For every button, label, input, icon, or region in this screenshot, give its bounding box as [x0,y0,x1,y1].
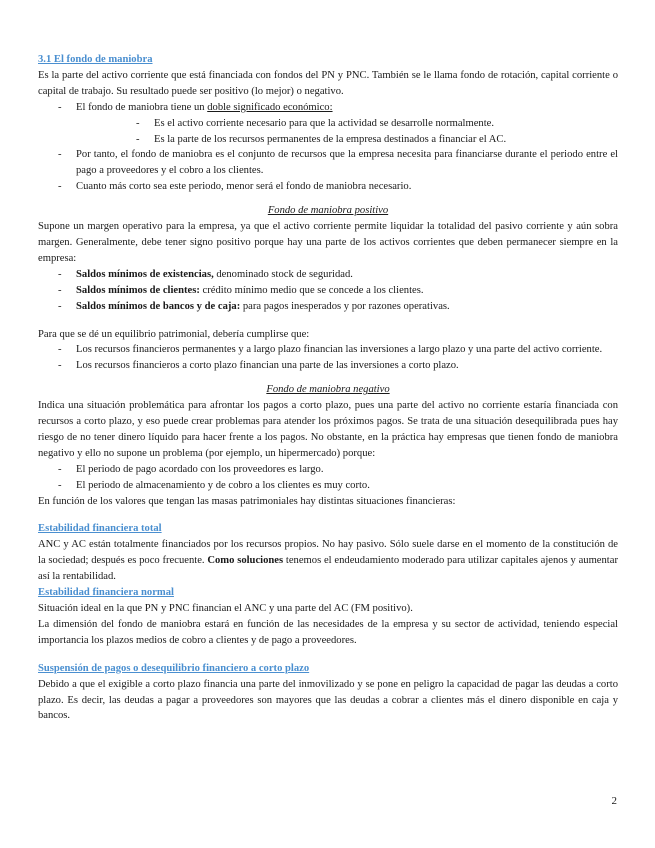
list-item: - Por tanto, el fondo de maniobra es el conjunto de recursos que la empresa necesita para financiarse durante el periodo entre el pago a proveedores y el cobro a los clientes. [38,147,618,179]
document-page [38,52,618,724]
list-item: - Los recursos financieros permanentes y a largo plazo financian las inversiones a largo plazo y una parte del activo corriente. [38,342,618,358]
equilibrio-list [38,342,618,374]
underlined-text: doble significado económico: [207,101,333,113]
heading-total: Estabilidad financiera total [38,523,162,535]
subheading-positivo: Fondo de maniobra positivo [267,205,389,217]
suspension-text: Debido a que el exigible a corto plazo financia una parte del inmovilizado y se pone en peligro la capacidad de pagar las deudas a corto plazo. Es decir, las deudas a pagar a proveedores son mayores que las deudas a cobrar a clientes más el dinero disponible en caja y bancos. [38,678,618,722]
negativo-list [38,462,618,494]
list-item [38,267,618,283]
sub-list [76,116,618,148]
list-item [38,299,618,315]
bold-term: Saldos mínimos de clientes: [76,284,200,296]
list-item: - El periodo de almacenamiento y de cobro a los clientes es muy corto. [38,478,618,494]
saldos-list [38,267,618,315]
section-title: 3.1 El fondo de maniobra [38,54,153,65]
list-item [38,100,618,148]
list-item-text: El fondo de maniobra tiene un [76,101,208,113]
list-item-text: denominado stock de seguridad. [213,268,353,280]
section-intro: Es la parte del activo corriente que está financiada con fondos del PN y PNC. También se le llama fondo de rotación, capital corriente o capital de trabajo. Su resultado puede ser positivo (lo mejor) o negativo. [38,69,618,97]
equilibrio-intro: Para que se dé un equilibrio patrimonial, debería cumplirse que: [38,328,310,340]
page-number: 2 [611,795,617,807]
subheading-negativo: Fondo de maniobra negativo [266,384,390,396]
negativo-intro: Indica una situación problemática para afrontar los pagos a corto plazo, pues una parte del activo no corriente estaría financiada con recursos a corto plazo, y eso puede crear problemas para atender los próximos pagos. Se trata de una situación desequilibrada pues hay riesgo de no tener dinero líquido para hacer frente a los pagos. No obstante, en la práctica hay empresas que tienen fondo de maniobra negativo y ello no supone un problema (por ejemplo, un hipermercado) porque: [38,400,618,459]
list-item: - El periodo de pago acordado con los proveedores es largo. [38,462,618,478]
normal-text-2: La dimensión del fondo de maniobra estará en función de las necesidades de la empresa y su sector de actividad, teniendo especial importancia los plazos medios de cobro a clientes y de pago a proveedores. [38,618,618,646]
list-item-text: para pagos inesperados y por razones operativas. [240,300,450,312]
bold-term: Saldos mínimos de existencias, [76,268,214,280]
list-item-text: crédito mínimo medio que se concede a los clientes. [199,284,424,296]
total-text [38,537,618,585]
negativo-closing: En función de los valores que tengan las masas patrimoniales hay distintas situaciones financieras: [38,495,456,507]
heading-normal: Estabilidad financiera normal [38,587,174,599]
fm-definition-list [38,100,618,195]
list-item: - Cuanto más corto sea este periodo, menor será el fondo de maniobra necesario. [38,179,618,195]
list-item [38,283,618,299]
normal-text-1: Situación ideal en la que PN y PNC financian el ANC y una parte del AC (FM positivo). [38,603,413,614]
paragraph-text: ANC y AC están totalmente financiados por los recursos propios. No hay pasivo. Sólo suele darse en el momento de la constitución de la sociedad; después es poco frecuente. [38,539,618,567]
sub-list-item: - Es la parte de los recursos permanentes de la empresa destinados a financiar el AC. [76,132,618,148]
sub-list-item: - Es el activo corriente necesario para que la actividad se desarrolle normalmente. [76,116,618,132]
bold-term: Saldos mínimos de bancos y de caja: [76,300,241,312]
bold-term: Como soluciones [207,555,284,567]
paragraph-text: tenemos el endeudamiento moderado para utilizar capitales ajenos y aumentar así la rentabilidad. [38,555,618,583]
positivo-intro: Supone un margen operativo para la empresa, ya que el activo corriente permite liquidar la totalidad del pasivo corriente y aún sobra margen. Generalmente, debe tener signo positivo porque hay una parte de los activos corrientes que deben permanecer siempre en la empresa: [38,221,618,264]
list-item: - Los recursos financieros a corto plazo financian una parte de las inversiones a corto plazo. [38,358,618,374]
heading-suspension: Suspensión de pagos o desequilibrio financiero a corto plazo [38,662,310,674]
